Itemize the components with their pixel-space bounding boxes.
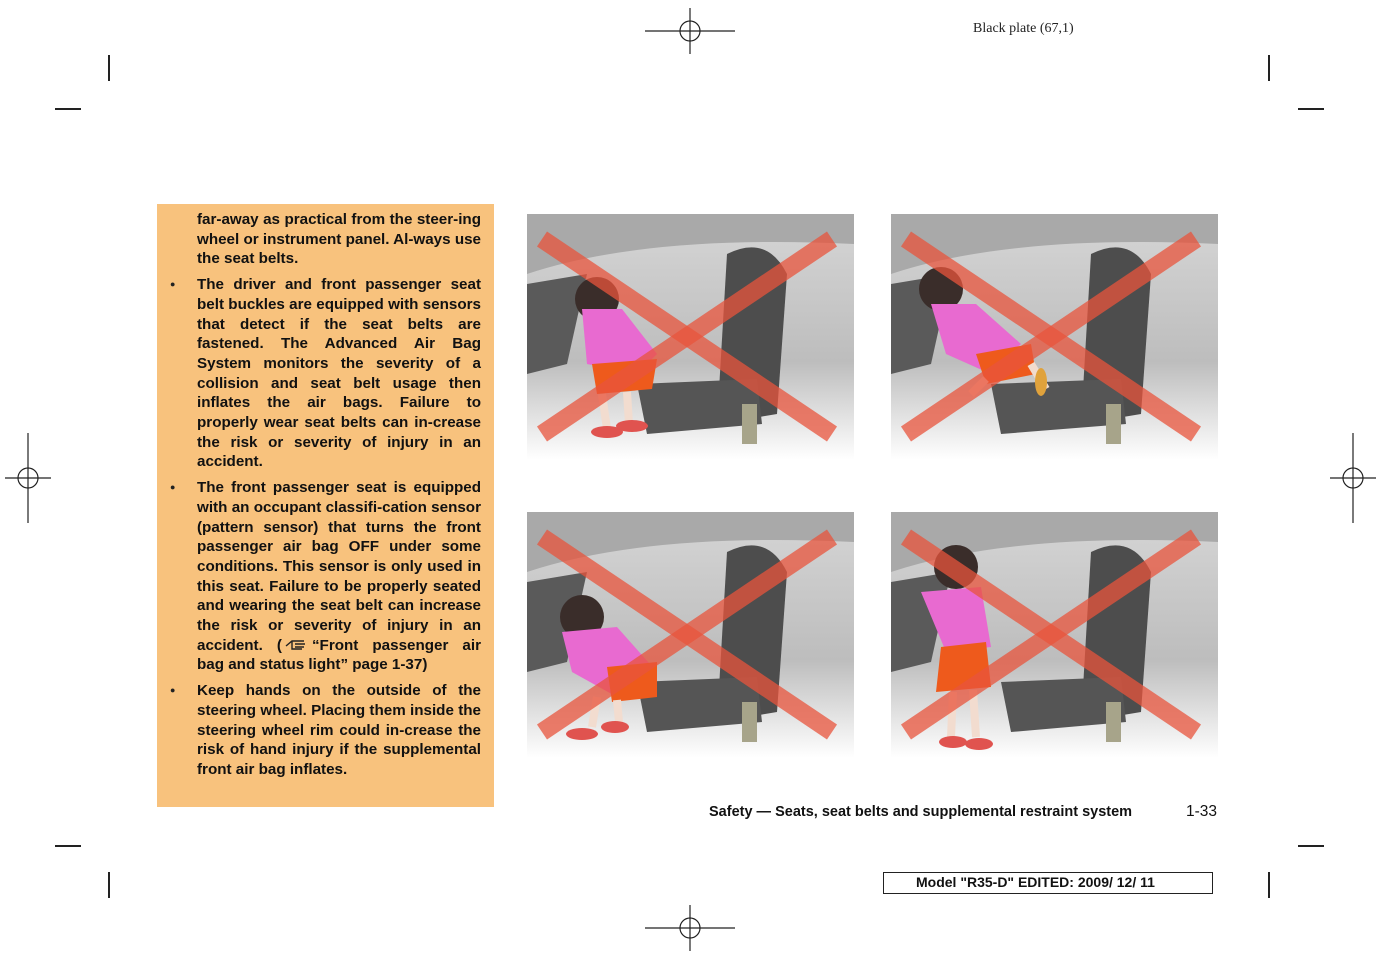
illustration-child-standing-leaning <box>527 214 854 460</box>
registration-mark-bottom <box>645 905 735 951</box>
warning-bullet: ● The driver and front passenger seat belt buckles are equipped with sensors that detect if the seat belts are fastened. The Advanced Air Bag System monitors the severity of a collision and seat belt usage then inflates the air bags. Failure to properly wear seat belts can in-crease the risk or severity of injury in an accident. <box>197 275 481 472</box>
illustration-child-standing <box>891 512 1218 758</box>
illustration-child-kneeling <box>891 214 1218 460</box>
registration-mark-right <box>1330 433 1376 523</box>
registration-mark-left <box>5 433 51 523</box>
page-number: 1-33 <box>1186 803 1218 820</box>
section-title: Safety — Seats, seat belts and supplemental restraint system <box>709 804 1133 820</box>
warning-reference: “Front passenger air bag and status light” page 1-37) <box>197 636 481 674</box>
warning-bullet <box>197 478 481 675</box>
plate-label: Black plate (67,1) <box>973 21 1074 36</box>
reference-hand-icon <box>284 637 310 653</box>
warning-bullet-text: The front passenger seat is equipped with an occupant classifi-cation sensor (pattern sensor) that turns the front passenger air bag OFF under some conditions. This sensor is only used in this seat. Failure to be properly seated and wearing the seat belt can increase the risk or severity of injury in an accident. ( <box>197 479 481 654</box>
warning-bullet: ● Keep hands on the outside of the steering wheel. Placing them inside the steering wheel rim could in-crease the risk of hand injury if the supplemental front air bag inflates. <box>197 681 481 780</box>
warning-box <box>157 204 494 807</box>
warning-list <box>197 275 481 780</box>
model-edit-line: Model "R35-D" EDITED: 2009/ 12/ 11 <box>883 872 1213 894</box>
registration-mark-top <box>645 8 735 54</box>
warning-intro: far-away as practical from the steer-ing wheel or instrument panel. Al-ways use the seat belts. <box>197 211 481 268</box>
illustration-child-crouching <box>527 512 854 758</box>
